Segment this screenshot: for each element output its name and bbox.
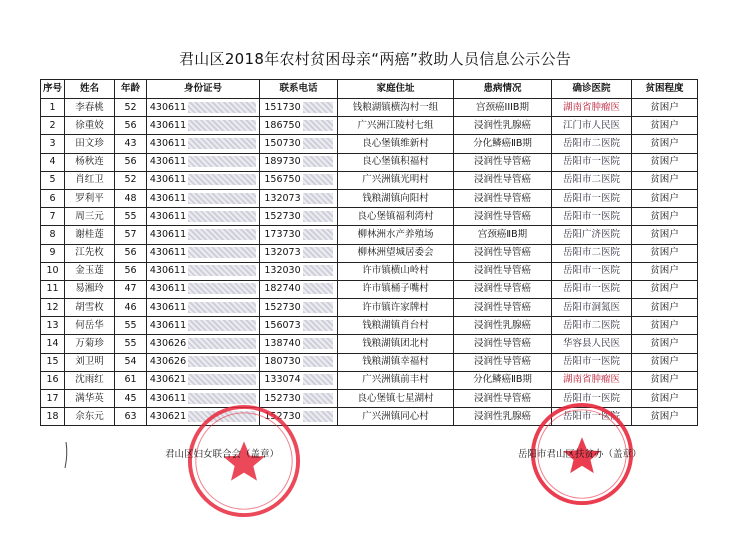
id-redaction: [188, 265, 256, 276]
table-row: [41, 117, 698, 135]
cell-name: 周三元: [65, 208, 115, 226]
cell-id-number: [147, 226, 260, 244]
cell-phone: [260, 299, 338, 317]
cell-name: 肖红卫: [65, 171, 115, 189]
cell-id-number: [147, 299, 260, 317]
cell-hospital: 岳阳市一医院: [552, 408, 632, 426]
table-row: [41, 226, 698, 244]
cell-poverty-level: 贫困户: [632, 244, 698, 262]
footer-poverty-office: 岳阳市君山区扶贫办（盖章）: [518, 449, 642, 460]
cell-hospital: 华容县人民医: [552, 335, 632, 353]
cell-hospital: 岳阳市一医院: [552, 390, 632, 408]
cell-poverty-level: 贫困户: [632, 317, 698, 335]
cell-address: 许市镇桶子嘴村: [338, 280, 454, 298]
cell-illness: 浸润性导管癌: [454, 353, 552, 371]
cell-poverty-level: 贫困户: [632, 299, 698, 317]
phone-redaction: [303, 247, 333, 258]
table-header-row: [41, 80, 698, 99]
cell-poverty-level: 贫困户: [632, 135, 698, 153]
cell-name: 罗利平: [65, 189, 115, 207]
header-index: 序号: [41, 80, 65, 99]
cell-id-number: [147, 244, 260, 262]
womens-federation-seal: [185, 402, 303, 520]
phone-visible-prefix: 156073: [264, 319, 301, 331]
cell-hospital: 岳阳市一医院: [552, 262, 632, 280]
cell-poverty-level: 贫困户: [632, 153, 698, 171]
cell-address: 钱粮湖镇向阳村: [338, 189, 454, 207]
cell-age: 45: [115, 390, 147, 408]
cell-id-number: [147, 189, 260, 207]
cell-address: 许市镇横山岭村: [338, 262, 454, 280]
id-visible-prefix: 430611: [149, 101, 187, 113]
id-visible-prefix: 430611: [149, 319, 187, 331]
phone-visible-prefix: 138740: [264, 338, 301, 350]
cell-address: 钱粮湖镇肖台村: [338, 317, 454, 335]
id-redaction: [188, 320, 256, 331]
table-row: [41, 244, 698, 262]
id-visible-prefix: 430611: [149, 156, 187, 168]
cell-poverty-level: 贫困户: [632, 353, 698, 371]
cell-illness: 浸润性乳腺癌: [454, 317, 552, 335]
cell-index: 8: [41, 226, 65, 244]
phone-redaction: [303, 265, 333, 276]
cell-name: 易湘玲: [65, 280, 115, 298]
cell-illness: 浸润性乳腺癌: [454, 408, 552, 426]
cell-phone: [260, 353, 338, 371]
cell-illness: 浸润性乳腺癌: [454, 117, 552, 135]
cell-address: 广兴洲镇同心村: [338, 408, 454, 426]
id-visible-prefix: 430611: [149, 137, 187, 149]
cell-poverty-level: 贫困户: [632, 171, 698, 189]
phone-redaction: [303, 211, 333, 222]
header-hospital: 确诊医院: [552, 80, 632, 99]
cell-name: 李春桃: [65, 99, 115, 117]
phone-visible-prefix: 151730: [264, 101, 301, 113]
cell-age: 56: [115, 262, 147, 280]
phone-redaction: [303, 174, 333, 185]
cell-poverty-level: 贫困户: [632, 117, 698, 135]
cell-index: 4: [41, 153, 65, 171]
cell-illness: 分化鳞癌ⅡB期: [454, 371, 552, 389]
cell-address: 柳林洲望城居委会: [338, 244, 454, 262]
cell-address: 钱粮湖镇横沟村一组: [338, 99, 454, 117]
table-row: [41, 208, 698, 226]
phone-redaction: [303, 356, 333, 367]
cell-address: 柳林洲水产养殖场: [338, 226, 454, 244]
cell-phone: [260, 335, 338, 353]
cell-poverty-level: 贫困户: [632, 99, 698, 117]
cell-poverty-level: 贫困户: [632, 226, 698, 244]
cell-poverty-level: 贫困户: [632, 390, 698, 408]
cell-illness: 浸润性导管癌: [454, 153, 552, 171]
cell-index: 7: [41, 208, 65, 226]
header-name: 姓名: [65, 80, 115, 99]
cell-name: 满华英: [65, 390, 115, 408]
cell-id-number: [147, 335, 260, 353]
cell-address: 钱粮湖镇团北村: [338, 335, 454, 353]
cell-hospital: 岳阳市二医院: [552, 135, 632, 153]
table-row: [41, 153, 698, 171]
cell-address: 广兴洲镇光明村: [338, 171, 454, 189]
cell-address: 良心堡镇七星湖村: [338, 390, 454, 408]
cell-hospital: 岳阳市一医院: [552, 189, 632, 207]
cell-name: 谢桂莲: [65, 226, 115, 244]
stray-pen-mark: [60, 440, 72, 470]
cell-phone: [260, 262, 338, 280]
cell-name: 杨秋连: [65, 153, 115, 171]
phone-redaction: [303, 193, 333, 204]
id-redaction: [188, 302, 256, 313]
cell-phone: [260, 99, 338, 117]
phone-visible-prefix: 189730: [264, 156, 301, 168]
cell-address: 良心堡镇维新村: [338, 135, 454, 153]
id-redaction: [188, 156, 256, 167]
table-row: [41, 135, 698, 153]
id-redaction: [188, 283, 256, 294]
cell-illness: 浸润性导管癌: [454, 299, 552, 317]
table-row: [41, 262, 698, 280]
cell-id-number: [147, 371, 260, 389]
cell-age: 56: [115, 117, 147, 135]
cell-name: 佘东元: [65, 408, 115, 426]
cell-phone: [260, 317, 338, 335]
cell-index: 13: [41, 317, 65, 335]
header-poverty-level: 贫困程度: [632, 80, 698, 99]
cell-address: 广兴洲江陵村七组: [338, 117, 454, 135]
cell-index: 11: [41, 280, 65, 298]
cell-age: 48: [115, 189, 147, 207]
id-visible-prefix: 430626: [149, 356, 187, 368]
phone-visible-prefix: 182740: [264, 283, 301, 295]
id-visible-prefix: 430621: [149, 410, 187, 422]
cell-age: 61: [115, 371, 147, 389]
cell-name: 金玉莲: [65, 262, 115, 280]
cell-id-number: [147, 171, 260, 189]
cell-poverty-level: 贫困户: [632, 280, 698, 298]
cell-illness: 宫颈癌IIIB期: [454, 99, 552, 117]
footer-womens-federation: 君山区妇女联合会（盖章）: [165, 449, 280, 460]
cell-index: 14: [41, 335, 65, 353]
cell-illness: 宫颈癌ⅡB期: [454, 226, 552, 244]
cell-age: 43: [115, 135, 147, 153]
cell-age: 56: [115, 153, 147, 171]
cell-hospital: 岳阳市二医院: [552, 171, 632, 189]
phone-visible-prefix: 180730: [264, 356, 301, 368]
cell-age: 57: [115, 226, 147, 244]
cell-hospital: 岳阳市洞氮医: [552, 299, 632, 317]
id-visible-prefix: 430621: [149, 374, 187, 386]
phone-visible-prefix: 173730: [264, 228, 301, 240]
phone-redaction: [303, 283, 333, 294]
phone-visible-prefix: 152730: [264, 410, 301, 422]
phone-visible-prefix: 133074: [264, 374, 301, 386]
recipients-table: [40, 79, 698, 426]
cell-index: 18: [41, 408, 65, 426]
header-id-number: 身份证号: [147, 80, 260, 99]
id-visible-prefix: 430611: [149, 265, 187, 277]
cell-illness: 浸润性导管癌: [454, 262, 552, 280]
table-row: [41, 99, 698, 117]
cell-index: 1: [41, 99, 65, 117]
cell-hospital: 岳阳市二医院: [552, 244, 632, 262]
cell-index: 15: [41, 353, 65, 371]
phone-visible-prefix: 186750: [264, 119, 301, 131]
cell-phone: [260, 280, 338, 298]
cell-name: 徐重姣: [65, 117, 115, 135]
phone-redaction: [303, 102, 333, 113]
phone-visible-prefix: 132030: [264, 265, 301, 277]
cell-hospital: 岳阳市一医院: [552, 353, 632, 371]
cell-age: 55: [115, 317, 147, 335]
cell-phone: [260, 135, 338, 153]
id-redaction: [188, 193, 256, 204]
phone-visible-prefix: 156750: [264, 174, 301, 186]
id-visible-prefix: 430626: [149, 338, 187, 350]
cell-index: 5: [41, 171, 65, 189]
cell-phone: [260, 153, 338, 171]
phone-visible-prefix: 152730: [264, 301, 301, 313]
cell-index: 2: [41, 117, 65, 135]
table-row: [41, 335, 698, 353]
id-redaction: [188, 374, 256, 385]
cell-illness: 浸润性导管癌: [454, 390, 552, 408]
cell-index: 16: [41, 371, 65, 389]
cell-index: 17: [41, 390, 65, 408]
cell-poverty-level: 贫困户: [632, 371, 698, 389]
id-visible-prefix: 430611: [149, 119, 187, 131]
phone-redaction: [303, 138, 333, 149]
cell-phone: [260, 117, 338, 135]
id-redaction: [188, 338, 256, 349]
cell-name: 江先枚: [65, 244, 115, 262]
cell-illness: 浸润性导管癌: [454, 335, 552, 353]
cell-hospital: 湖南省肿瘤医: [552, 99, 632, 117]
cell-hospital: 江门市人民医: [552, 117, 632, 135]
id-visible-prefix: 430611: [149, 392, 187, 404]
phone-redaction: [303, 411, 333, 422]
cell-phone: [260, 371, 338, 389]
cell-address: 许市镇许家牌村: [338, 299, 454, 317]
cell-hospital: 岳阳市二医院: [552, 317, 632, 335]
cell-id-number: [147, 208, 260, 226]
cell-address: 钱粮湖镇幸福村: [338, 353, 454, 371]
id-visible-prefix: 430611: [149, 283, 187, 295]
cell-illness: 浸润性导管癌: [454, 189, 552, 207]
cell-age: 52: [115, 171, 147, 189]
cell-poverty-level: 贫困户: [632, 335, 698, 353]
id-redaction: [188, 138, 256, 149]
id-visible-prefix: 430611: [149, 174, 187, 186]
cell-id-number: [147, 117, 260, 135]
cell-hospital: 岳阳广济医院: [552, 226, 632, 244]
id-visible-prefix: 430611: [149, 301, 187, 313]
phone-redaction: [303, 302, 333, 313]
cell-id-number: [147, 317, 260, 335]
id-redaction: [188, 120, 256, 131]
cell-illness: 浸润性导管癌: [454, 171, 552, 189]
cell-illness: 分化鳞癌ⅡB期: [454, 135, 552, 153]
cell-age: 55: [115, 335, 147, 353]
cell-id-number: [147, 262, 260, 280]
cell-name: 胡雪枚: [65, 299, 115, 317]
cell-name: 刘卫明: [65, 353, 115, 371]
cell-id-number: [147, 153, 260, 171]
cell-age: 55: [115, 208, 147, 226]
id-redaction: [188, 174, 256, 185]
cell-age: 63: [115, 408, 147, 426]
phone-redaction: [303, 393, 333, 404]
cell-hospital: 岳阳市一医院: [552, 153, 632, 171]
phone-redaction: [303, 374, 333, 385]
phone-visible-prefix: 152730: [264, 210, 301, 222]
cell-poverty-level: 贫困户: [632, 408, 698, 426]
cell-age: 56: [115, 244, 147, 262]
header-age: 年龄: [115, 80, 147, 99]
cell-hospital: 湖南省肿瘤医: [552, 371, 632, 389]
table-row: [41, 317, 698, 335]
phone-redaction: [303, 156, 333, 167]
cell-name: 万菊珍: [65, 335, 115, 353]
cell-address: 广兴洲镇前丰村: [338, 371, 454, 389]
cell-illness: 浸润性导管癌: [454, 244, 552, 262]
header-phone: 联系电话: [260, 80, 338, 99]
page-title: 君山区2018年农村贫困母亲“两癌”救助人员信息公示公告: [178, 50, 572, 68]
cell-age: 52: [115, 99, 147, 117]
cell-age: 54: [115, 353, 147, 371]
cell-index: 3: [41, 135, 65, 153]
table-row: [41, 353, 698, 371]
cell-phone: [260, 244, 338, 262]
cell-poverty-level: 贫困户: [632, 189, 698, 207]
id-visible-prefix: 430611: [149, 192, 187, 204]
table-row: [41, 280, 698, 298]
id-visible-prefix: 430611: [149, 228, 187, 240]
id-visible-prefix: 430611: [149, 247, 187, 259]
cell-address: 良心堡镇福利湾村: [338, 208, 454, 226]
phone-visible-prefix: 152730: [264, 392, 301, 404]
phone-redaction: [303, 120, 333, 131]
id-redaction: [188, 211, 256, 222]
header-address: 家庭住址: [338, 80, 454, 99]
cell-id-number: [147, 280, 260, 298]
phone-visible-prefix: 132073: [264, 192, 301, 204]
id-redaction: [188, 247, 256, 258]
cell-index: 10: [41, 262, 65, 280]
cell-age: 46: [115, 299, 147, 317]
phone-redaction: [303, 229, 333, 240]
phone-redaction: [303, 320, 333, 331]
cell-hospital: 岳阳市一医院: [552, 208, 632, 226]
cell-illness: 浸润性导管癌: [454, 208, 552, 226]
cell-name: 何岳华: [65, 317, 115, 335]
phone-redaction: [303, 338, 333, 349]
cell-index: 9: [41, 244, 65, 262]
cell-phone: [260, 171, 338, 189]
cell-address: 良心堡镇积福村: [338, 153, 454, 171]
phone-visible-prefix: 132073: [264, 247, 301, 259]
cell-phone: [260, 208, 338, 226]
table-row: [41, 171, 698, 189]
cell-name: 沈雨红: [65, 371, 115, 389]
cell-id-number: [147, 135, 260, 153]
header-illness: 患病情况: [454, 80, 552, 99]
cell-poverty-level: 贫困户: [632, 262, 698, 280]
cell-phone: [260, 226, 338, 244]
cell-index: 6: [41, 189, 65, 207]
phone-visible-prefix: 150730: [264, 137, 301, 149]
table-row: [41, 299, 698, 317]
cell-id-number: [147, 353, 260, 371]
cell-index: 12: [41, 299, 65, 317]
cell-age: 47: [115, 280, 147, 298]
cell-phone: [260, 189, 338, 207]
id-visible-prefix: 430611: [149, 210, 187, 222]
id-redaction: [188, 356, 256, 367]
cell-poverty-level: 贫困户: [632, 208, 698, 226]
id-redaction: [188, 229, 256, 240]
cell-illness: 浸润性导管癌: [454, 280, 552, 298]
cell-hospital: 岳阳市一医院: [552, 280, 632, 298]
table-row: [41, 189, 698, 207]
table-row: [41, 371, 698, 389]
id-redaction: [188, 102, 256, 113]
cell-name: 田文珍: [65, 135, 115, 153]
cell-id-number: [147, 99, 260, 117]
